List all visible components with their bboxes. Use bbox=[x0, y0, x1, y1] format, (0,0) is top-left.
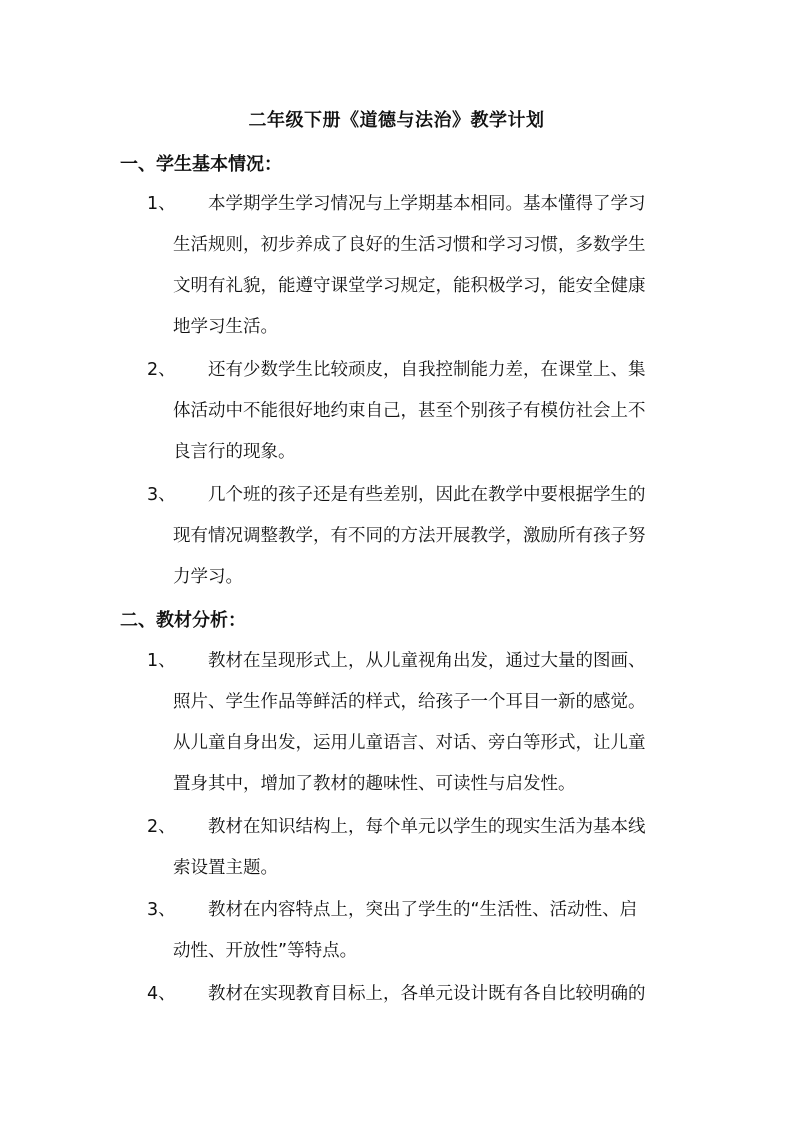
section-heading-textbook-analysis: 二、教材分析： bbox=[120, 610, 246, 631]
text-line: 置身其中，增加了教材的趣味性、可读性与启发性。 bbox=[173, 774, 576, 794]
item-number: 3、 bbox=[147, 900, 176, 920]
text-line: 还有少数学生比较顽皮，自我控制能力差，在课堂上、集 bbox=[173, 360, 646, 380]
item-number: 1、 bbox=[147, 194, 176, 214]
text-line: 教材在实现教育目标上，各单元设计既有各自比较明确的 bbox=[173, 984, 646, 1004]
text-line: 现有情况调整教学，有不同的方法开展教学，激励所有孩子努 bbox=[173, 526, 646, 546]
page-title: 二年级下册《道德与法治》教学计划 bbox=[248, 110, 545, 131]
text-line: 体活动中不能很好地约束自己，甚至个别孩子有模仿社会上不 bbox=[173, 401, 646, 421]
item-number: 2、 bbox=[147, 817, 176, 837]
text-line: 几个班的孩子还是有些差别，因此在教学中要根据学生的 bbox=[173, 485, 646, 505]
text-line: 良言行的现象。 bbox=[173, 442, 296, 462]
text-line: 教材在知识结构上，每个单元以学生的现实生活为基本线 bbox=[173, 817, 646, 837]
text-line: 照片、学生作品等鲜活的样式，给孩子一个耳目一新的感觉。 bbox=[173, 692, 646, 712]
text-line: 生活规则，初步养成了良好的生活习惯和学习习惯，多数学生 bbox=[173, 235, 646, 255]
text-line: 力学习。 bbox=[173, 567, 243, 587]
text-line: 地学习生活。 bbox=[173, 317, 278, 337]
text-line: 动性、开放性”等特点。 bbox=[173, 941, 358, 961]
item-number: 4、 bbox=[147, 984, 176, 1004]
item-number: 3、 bbox=[147, 485, 176, 505]
text-line: 教材在内容特点上，突出了学生的“生活性、活动性、启 bbox=[173, 900, 638, 920]
text-line: 从儿童自身出发，运用儿童语言、对话、旁白等形式，让儿童 bbox=[173, 733, 646, 753]
item-number: 1、 bbox=[147, 651, 176, 671]
text-line: 本学期学生学习情况与上学期基本相同。基本懂得了学习 bbox=[173, 194, 646, 214]
section-heading-student-situation: 一、学生基本情况： bbox=[120, 154, 282, 175]
text-line: 文明有礼貌，能遵守课堂学习规定，能积极学习，能安全健康 bbox=[173, 276, 646, 296]
text-line: 教材在呈现形式上，从儿童视角出发，通过大量的图画、 bbox=[173, 651, 646, 671]
text-line: 索设置主题。 bbox=[173, 858, 278, 878]
item-number: 2、 bbox=[147, 360, 176, 380]
